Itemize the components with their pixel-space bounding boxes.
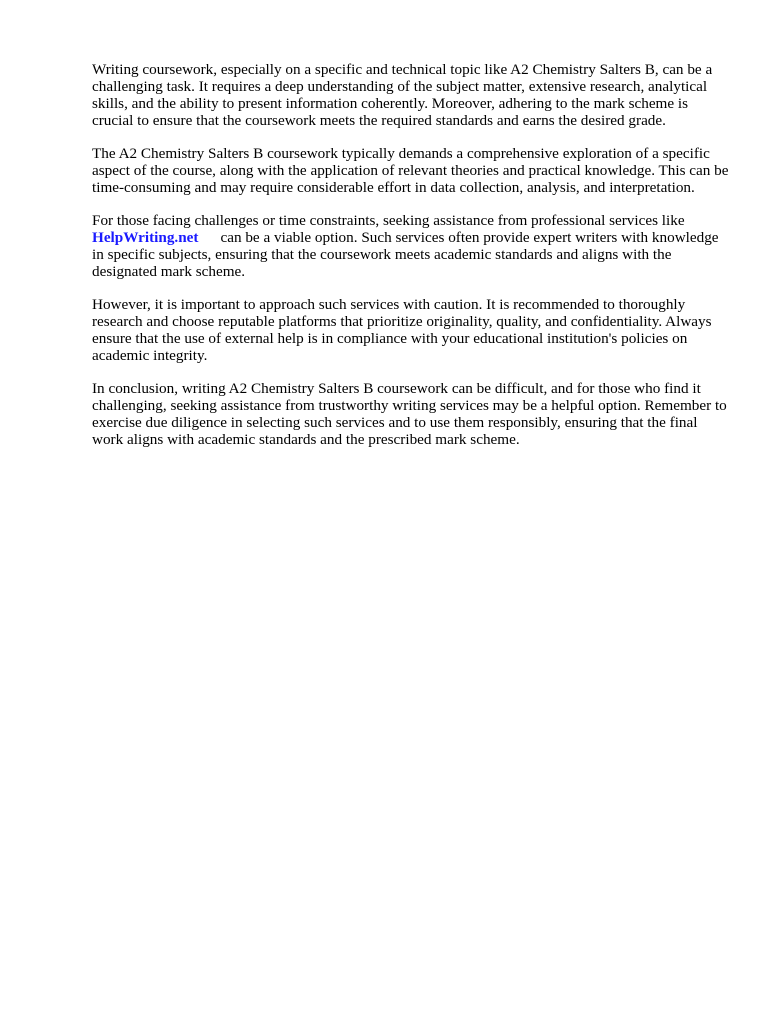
assistance-text-after: can be a viable option. Such services often provide expert writers with knowledge in specific subjects, ensuring that the coursework meets academic standards and aligns with the designated mark scheme.	[92, 229, 719, 280]
paragraph-conclusion: In conclusion, writing A2 Chemistry Salters B coursework can be difficult, and for those who find it challenging, seeking assistance from trustworthy writing services may be a helpful option. Remember to exercise due diligence in selecting such services and to use them responsibly, ensuring that the final work aligns with academic standards and the prescribed mark scheme.	[92, 380, 727, 448]
paragraph-caution: However, it is important to approach such services with caution. It is recommended to thoroughly research and choose reputable platforms that prioritize originality, quality, and confidentiality. Always ensure that the use of external help is in compliance with your educational institution's policies on academic integrity.	[92, 296, 712, 364]
paragraph-intro: Writing coursework, especially on a specific and technical topic like A2 Chemistry Salters B, can be a challenging task. It requires a deep understanding of the subject matter, extensive research, analytical skills, and the ability to present information coherently. Moreover, adhering to the mark scheme is crucial to ensure that the coursework meets the required standards and earns the desired grade.	[92, 61, 713, 129]
assistance-text-before: For those facing challenges or time constraints, seeking assistance from professional services like	[92, 212, 685, 229]
paragraph-requirements: The A2 Chemistry Salters B coursework typically demands a comprehensive exploration of a specific aspect of the course, along with the application of relevant theories and practical knowledge. This can be time-consuming and may require considerable effort in data collection, analysis, and interpretation.	[92, 145, 729, 196]
helpwriting-link[interactable]: HelpWriting.net	[92, 229, 199, 246]
document-body	[92, 61, 732, 464]
paragraph-assistance	[92, 212, 732, 280]
